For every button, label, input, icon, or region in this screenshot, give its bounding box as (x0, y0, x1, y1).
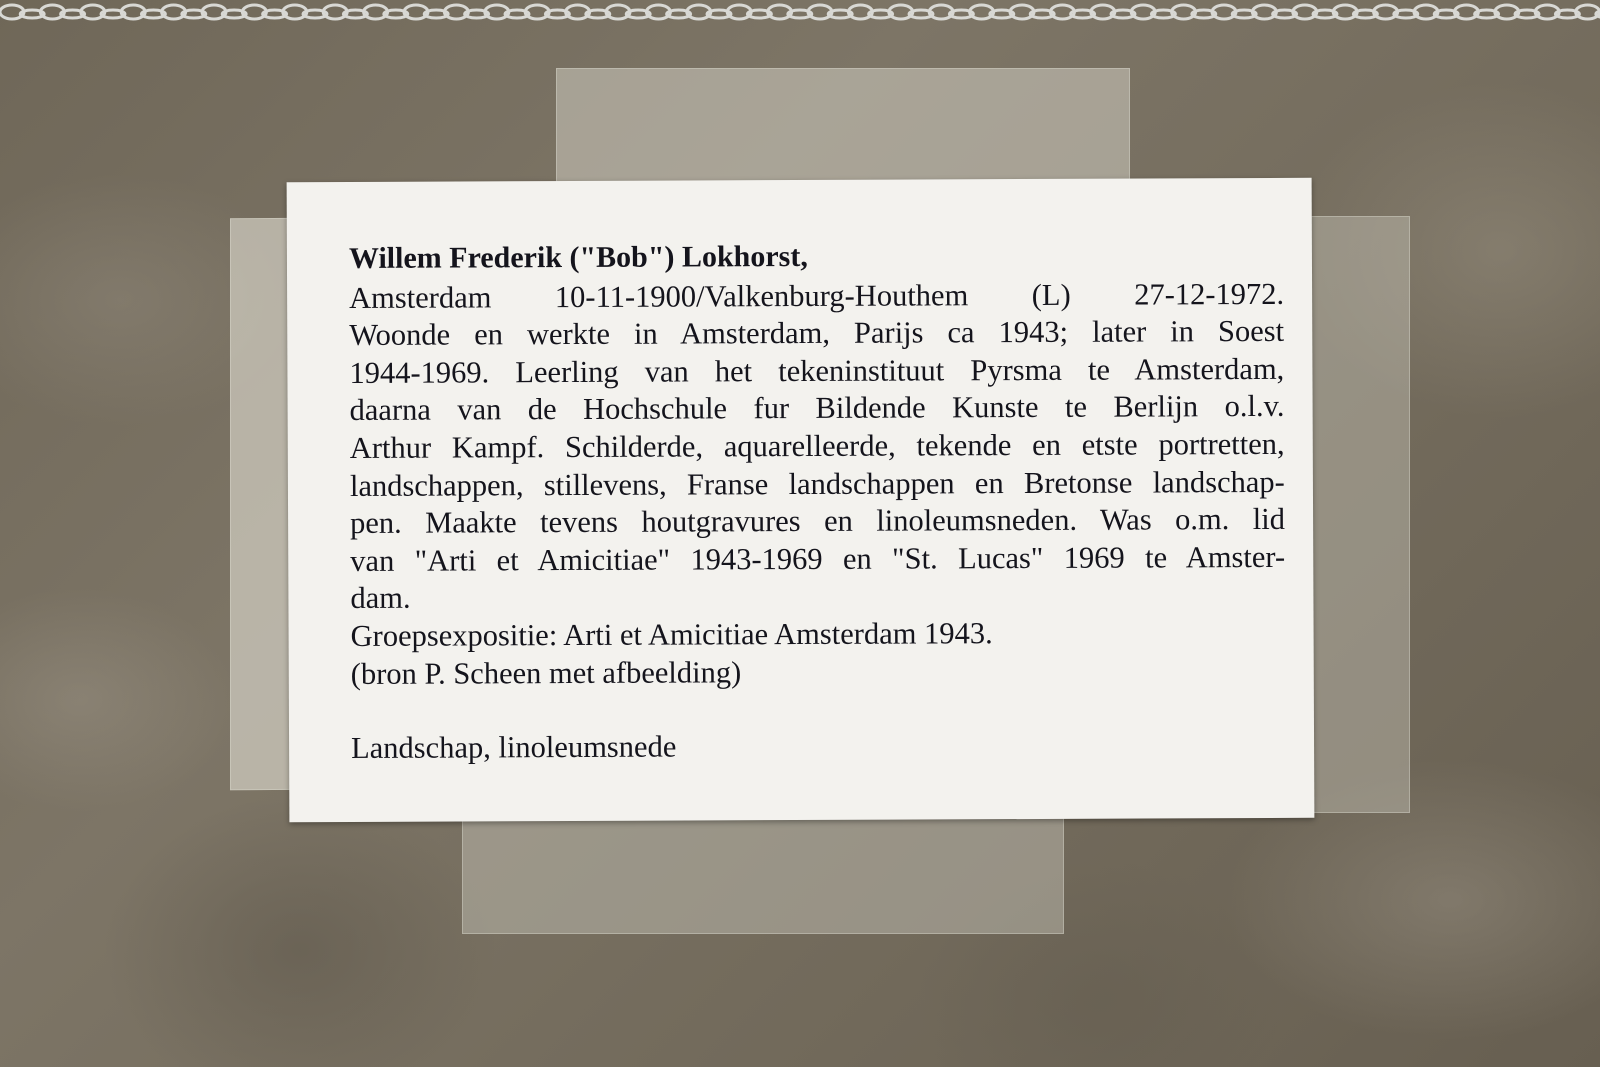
bio-line: van "Arti et Amicitiae" 1943-1969 en "St. Lucas" 1969 te Amster- (350, 539, 1286, 578)
artwork-title: Landschap, linoleumsnede (351, 729, 677, 766)
bio-word: Amsterdam (349, 279, 492, 315)
bio-word: 10-11-1900/Valkenburg-Houthem (554, 277, 969, 314)
bio-line: pen. Maakte tevens houtgravures en linoleumsneden. Was o.m. lid (350, 502, 1286, 541)
artist-name: Willem Frederik ("Bob") Lokhorst, (348, 239, 808, 275)
bio-line: Woonde en werkte in Amsterdam, Parijs ca 1943; later in Soest (349, 314, 1285, 353)
spacer (351, 689, 1286, 730)
label-card (287, 178, 1315, 822)
bio-line: landschappen, stillevens, Franse landschappen en Bretonse landschap- (349, 464, 1285, 503)
exhibition-line: Groepsexpositie: Arti et Amicitiae Amsterdam 1943. (350, 616, 993, 653)
bio-line: 1944-1969. Leerling van het tekeninstituut Pyrsma te Amsterdam, (349, 351, 1285, 390)
source-line: (bron P. Scheen met afbeelding) (350, 654, 742, 691)
label-text (349, 236, 1286, 768)
bio-word: 27-12-1972. (1134, 276, 1285, 312)
bio-line-1 (349, 275, 1284, 317)
bio-line: daarna van de Hochschule fur Bildende Kunste te Berlijn o.l.v. (349, 389, 1285, 428)
bio-line: Arthur Kampf. Schilderde, aquarelleerde, tekende en etste portretten, (349, 426, 1285, 465)
bio-word: (L) (1031, 277, 1071, 312)
metal-chain (0, 0, 1600, 28)
bio-line-last: dam. (350, 581, 411, 616)
